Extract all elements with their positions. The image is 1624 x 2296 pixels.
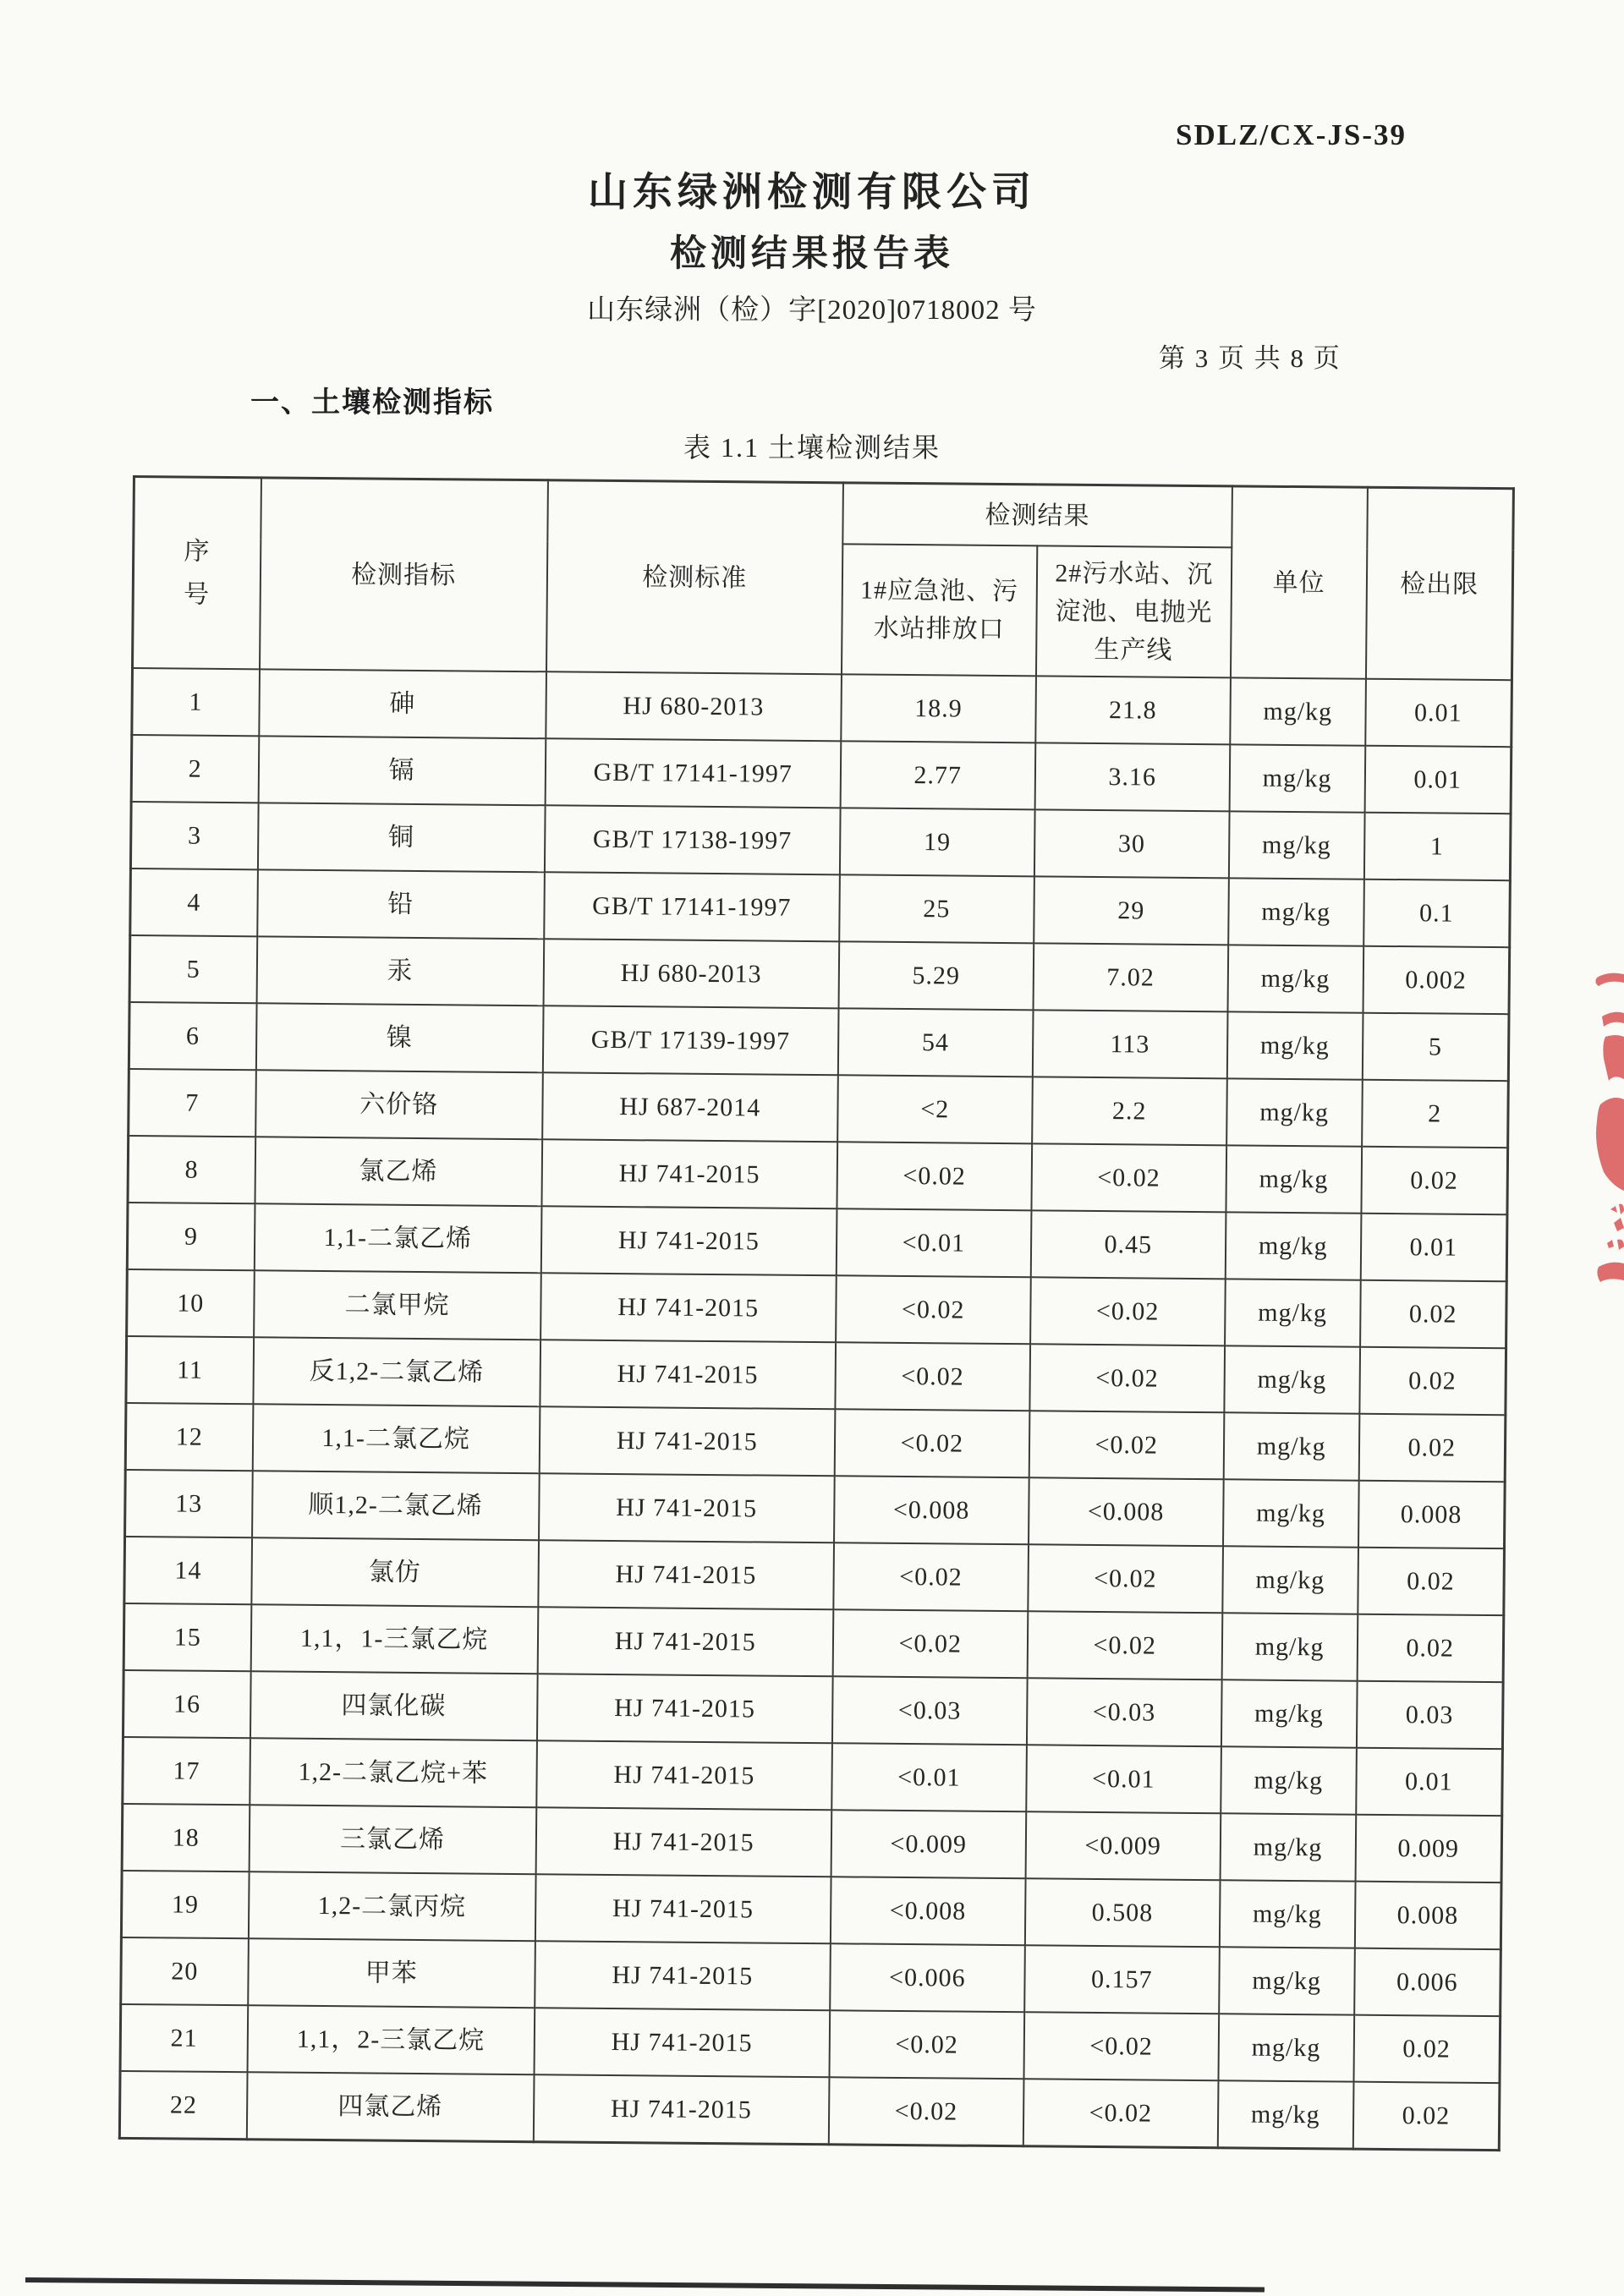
cell-limit: 0.008	[1358, 1481, 1506, 1549]
cell-limit: 0.02	[1358, 1548, 1505, 1616]
cell-no: 17	[123, 1737, 250, 1805]
cell-no: 5	[129, 935, 257, 1003]
col-header-detection-limit: 检出限	[1366, 487, 1514, 680]
cell-standard: HJ 741-2015	[536, 1740, 832, 1810]
cell-standard: HJ 741-2015	[535, 1874, 831, 1943]
results-table	[118, 475, 1515, 2151]
table-caption: 表 1.1 土壤检测结果	[683, 432, 941, 463]
cell-result1: 54	[838, 1008, 1034, 1077]
table-row	[123, 1737, 1503, 1816]
cell-indicator: 1,1-二氯乙烷	[252, 1404, 540, 1473]
col-header-standard: 检测标准	[546, 480, 843, 675]
col-header-result-group: 检测结果	[842, 483, 1232, 548]
table-row	[126, 1336, 1506, 1415]
cell-limit: 0.02	[1360, 1280, 1507, 1349]
cell-result2: <0.03	[1027, 1678, 1222, 1746]
cell-unit: mg/kg	[1221, 1680, 1358, 1747]
company-name: 山东绿洲检测有限公司	[588, 171, 1036, 215]
cell-limit: 0.009	[1355, 1815, 1502, 1883]
col-header-sample2: 2#污水站、沉淀池、电抛光生产线	[1036, 545, 1232, 677]
cell-standard: HJ 680-2013	[543, 939, 839, 1008]
cell-standard: HJ 741-2015	[537, 1674, 833, 1743]
table-row	[130, 869, 1511, 947]
cell-indicator: 六价铬	[255, 1070, 543, 1139]
cell-standard: HJ 741-2015	[534, 2008, 830, 2077]
cell-indicator: 1,2-二氯丙烷	[248, 1871, 535, 1941]
table-row	[129, 1069, 1509, 1148]
table-row	[119, 2071, 1500, 2151]
cell-indicator: 顺1,2-二氯乙烯	[252, 1471, 540, 1540]
table-row	[123, 1603, 1504, 1682]
cell-unit: mg/kg	[1218, 2014, 1354, 2081]
cell-standard: GB/T 17141-1997	[544, 872, 840, 941]
cell-no: 3	[130, 802, 258, 869]
cell-standard: HJ 741-2015	[539, 1473, 835, 1543]
cell-unit: mg/kg	[1225, 1279, 1361, 1346]
cell-limit: 0.008	[1354, 1882, 1501, 1950]
cell-unit: mg/kg	[1223, 1479, 1359, 1547]
cell-indicator: 氯仿	[251, 1537, 539, 1607]
cell-unit: mg/kg	[1226, 1078, 1363, 1146]
cell-indicator: 1,1，1-三氯乙烷	[250, 1604, 538, 1674]
cell-result1: <0.02	[832, 1609, 1028, 1678]
cell-result1: 5.29	[838, 941, 1034, 1010]
cell-standard: HJ 741-2015	[538, 1540, 834, 1609]
cell-limit: 0.03	[1357, 1681, 1504, 1750]
table-row	[127, 1269, 1507, 1348]
cell-no: 1	[132, 668, 260, 736]
table-row	[121, 1871, 1501, 1949]
cell-result1: <0.01	[831, 1743, 1027, 1811]
cell-unit: mg/kg	[1226, 1145, 1362, 1213]
table-row	[129, 935, 1510, 1014]
cell-result2: 0.508	[1025, 1878, 1221, 1947]
cell-limit: 0.02	[1359, 1347, 1506, 1416]
cell-result2: 29	[1034, 876, 1229, 945]
header-row-group	[134, 477, 1514, 551]
cell-unit: mg/kg	[1220, 1813, 1356, 1881]
cell-unit: mg/kg	[1222, 1546, 1358, 1614]
cell-limit: 1	[1363, 813, 1511, 881]
cell-result1: <0.02	[836, 1275, 1031, 1344]
cell-indicator: 三氯乙烯	[249, 1805, 536, 1874]
cell-standard: HJ 741-2015	[541, 1206, 837, 1275]
table-row	[122, 1804, 1502, 1882]
cell-no: 19	[121, 1871, 249, 1938]
cell-result2: <0.02	[1023, 2012, 1219, 2080]
cell-no: 14	[124, 1537, 252, 1604]
report-title: 检测结果报告表	[670, 234, 954, 274]
cell-limit: 0.01	[1356, 1748, 1503, 1817]
cell-result1: <0.03	[832, 1676, 1028, 1745]
table-row	[120, 2004, 1501, 2083]
cell-result1: 2.77	[840, 741, 1035, 809]
table-row	[131, 735, 1512, 814]
cell-no: 20	[121, 1937, 249, 2005]
table-row	[130, 802, 1511, 880]
cell-unit: mg/kg	[1218, 2080, 1354, 2149]
cell-no: 10	[127, 1269, 255, 1337]
cell-unit: mg/kg	[1230, 677, 1366, 745]
cell-result1: <0.02	[837, 1142, 1032, 1210]
results-tbody	[119, 668, 1512, 2151]
cell-result1: <0.02	[835, 1342, 1030, 1411]
table-row	[128, 1136, 1508, 1214]
cell-standard: HJ 741-2015	[540, 1273, 837, 1342]
results-table-wrap	[118, 475, 1515, 2151]
cell-limit: 0.02	[1361, 1147, 1508, 1215]
cell-indicator: 铜	[257, 803, 545, 872]
cell-no: 16	[123, 1670, 250, 1738]
cell-result1: <2	[837, 1075, 1033, 1143]
cell-unit: mg/kg	[1220, 1880, 1356, 1948]
cell-indicator: 镉	[258, 736, 546, 805]
col-header-index-label: 序号	[183, 537, 211, 609]
cell-no: 12	[125, 1403, 253, 1471]
cell-unit: mg/kg	[1228, 878, 1364, 945]
cell-unit: mg/kg	[1226, 1212, 1362, 1280]
cell-result2: 0.157	[1024, 1945, 1220, 2014]
cell-indicator: 铅	[257, 869, 545, 939]
cell-result1: <0.02	[835, 1409, 1030, 1477]
col-header-index	[133, 477, 261, 670]
cell-result1: <0.02	[833, 1543, 1029, 1611]
cell-no: 8	[128, 1136, 255, 1203]
cell-result2: <0.02	[1029, 1411, 1224, 1479]
cell-no: 6	[129, 1002, 256, 1070]
cell-result1: <0.02	[829, 2077, 1024, 2146]
cell-indicator: 四氯乙烯	[246, 2072, 534, 2141]
table-row	[121, 1937, 1501, 2016]
cell-standard: GB/T 17139-1997	[543, 1006, 839, 1075]
cell-unit: mg/kg	[1227, 1011, 1363, 1079]
table-row	[127, 1203, 1507, 1281]
cell-indicator: 甲苯	[248, 1938, 535, 2008]
cell-standard: HJ 741-2015	[535, 1807, 831, 1877]
cell-result2: 7.02	[1033, 943, 1228, 1011]
cell-limit: 0.1	[1363, 879, 1511, 948]
cell-result1: <0.02	[829, 2010, 1024, 2079]
cell-unit: mg/kg	[1221, 1613, 1358, 1680]
bottom-page-edge-line	[25, 2277, 1265, 2293]
cell-result1: 18.9	[841, 674, 1036, 743]
cell-unit: mg/kg	[1221, 1746, 1357, 1814]
cell-limit: 0.01	[1365, 679, 1512, 748]
cell-indicator: 反1,2-二氯乙烯	[253, 1337, 540, 1406]
doc-code: SDLZ/CX-JS-39	[1176, 118, 1407, 151]
cell-indicator: 二氯甲烷	[254, 1270, 541, 1340]
table-row	[125, 1403, 1506, 1482]
cell-limit: 5	[1362, 1013, 1509, 1082]
cell-no: 13	[125, 1470, 253, 1537]
cell-unit: mg/kg	[1229, 811, 1365, 879]
cell-no: 2	[131, 735, 259, 803]
cell-result2: 113	[1033, 1010, 1228, 1078]
cell-limit: 0.02	[1358, 1414, 1506, 1482]
table-row	[132, 668, 1512, 747]
cell-limit: 0.002	[1363, 946, 1510, 1015]
cell-result1: <0.006	[830, 1943, 1025, 2012]
cell-no: 18	[122, 1804, 250, 1871]
cell-standard: HJ 741-2015	[540, 1406, 836, 1476]
cell-result2: 3.16	[1034, 743, 1230, 811]
cell-indicator: 镍	[255, 1003, 543, 1072]
cell-indicator: 氯乙烯	[255, 1137, 542, 1206]
cell-standard: HJ 741-2015	[535, 1941, 831, 2010]
cell-unit: mg/kg	[1219, 1947, 1355, 2014]
seal-stamp-fragment	[1588, 964, 1624, 1302]
cell-limit: 0.02	[1352, 2082, 1500, 2151]
cell-indicator: 砷	[259, 669, 546, 738]
table-row	[125, 1470, 1506, 1548]
cell-standard: HJ 680-2013	[546, 671, 842, 741]
table-row	[123, 1670, 1503, 1749]
cell-indicator: 四氯化碳	[250, 1671, 538, 1740]
cell-no: 9	[127, 1203, 255, 1270]
cell-result2: 30	[1034, 809, 1230, 878]
cell-no: 21	[120, 2004, 248, 2072]
col-header-unit: 单位	[1231, 486, 1368, 679]
cell-result1: <0.009	[831, 1810, 1026, 1878]
cell-result1: 19	[840, 808, 1035, 876]
cell-result2: <0.02	[1028, 1544, 1223, 1613]
cell-no: 15	[123, 1603, 251, 1671]
cell-result2: 0.45	[1031, 1210, 1226, 1279]
col-header-indicator: 检测指标	[260, 478, 548, 671]
cell-limit: 2	[1362, 1080, 1509, 1148]
cell-result1: <0.008	[831, 1877, 1026, 1945]
cell-result2: <0.02	[1031, 1143, 1226, 1212]
page-number-info: 第 3 页 共 8 页	[1159, 343, 1341, 373]
cell-standard: HJ 687-2014	[542, 1072, 838, 1142]
cell-result1: <0.01	[837, 1208, 1032, 1277]
cell-result2: 21.8	[1035, 676, 1231, 744]
cell-result2: <0.02	[1027, 1611, 1222, 1680]
cell-no: 11	[126, 1336, 254, 1404]
table-row	[124, 1537, 1505, 1615]
cell-limit: 0.006	[1354, 1948, 1501, 2017]
cell-standard: HJ 741-2015	[540, 1340, 836, 1409]
cell-standard: GB/T 17141-1997	[545, 738, 841, 808]
cell-standard: HJ 741-2015	[534, 2074, 830, 2145]
cell-result2: 2.2	[1032, 1077, 1227, 1145]
cell-result2: <0.01	[1026, 1745, 1221, 1813]
cell-limit: 0.01	[1364, 746, 1512, 814]
cell-result2: <0.008	[1029, 1477, 1224, 1546]
cell-indicator: 1,2-二氯乙烷+苯	[250, 1738, 537, 1807]
cell-limit: 0.01	[1360, 1214, 1507, 1282]
cell-result2: <0.02	[1030, 1277, 1226, 1345]
cell-result2: <0.02	[1023, 2079, 1219, 2148]
cell-standard: HJ 741-2015	[541, 1139, 837, 1208]
cell-no: 7	[129, 1069, 256, 1137]
cell-unit: mg/kg	[1227, 945, 1363, 1012]
cell-indicator: 汞	[256, 936, 544, 1006]
cell-unit: mg/kg	[1224, 1345, 1360, 1413]
cell-standard: HJ 741-2015	[537, 1607, 833, 1676]
cell-result2: <0.009	[1025, 1811, 1221, 1880]
cell-indicator: 1,1-二氯乙烯	[254, 1203, 541, 1273]
table-row	[129, 1002, 1509, 1081]
cell-limit: 0.02	[1357, 1614, 1504, 1683]
col-header-sample1: 1#应急池、污水站排放口	[842, 544, 1037, 676]
cell-unit: mg/kg	[1229, 744, 1365, 812]
cell-result2: <0.02	[1029, 1344, 1225, 1412]
section-heading: 一、土壤检测指标	[250, 386, 494, 419]
cell-result1: 25	[839, 874, 1034, 943]
cell-limit: 0.02	[1353, 2015, 1501, 2084]
cell-standard: GB/T 17138-1997	[545, 805, 841, 874]
cell-no: 22	[119, 2071, 247, 2140]
cell-indicator: 1,1，2-三氯乙烷	[247, 2005, 535, 2074]
cell-result1: <0.008	[834, 1476, 1029, 1544]
cell-no: 4	[130, 869, 258, 936]
cell-unit: mg/kg	[1223, 1412, 1359, 1480]
doc-number: 山东绿洲（检）字[2020]0718002 号	[587, 295, 1037, 326]
